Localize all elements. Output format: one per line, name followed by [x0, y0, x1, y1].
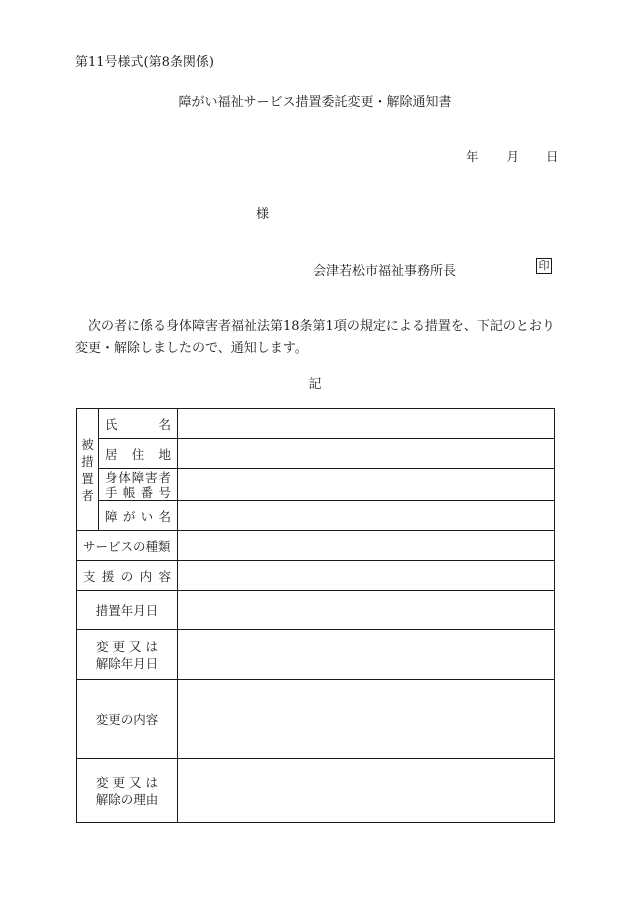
- table-row: [77, 759, 555, 823]
- label-name: 氏 名: [99, 409, 178, 439]
- value-handbook-number[interactable]: [178, 469, 555, 501]
- date-month-label: 月: [506, 149, 520, 164]
- table-row: [77, 501, 555, 531]
- table-row: [77, 561, 555, 591]
- label-disability: 障 が い 名: [99, 501, 178, 531]
- date-year-label: 年: [466, 149, 479, 164]
- date-line: [466, 147, 559, 165]
- table-row: [77, 469, 555, 501]
- value-change-content[interactable]: [178, 680, 555, 759]
- label-service-type: サービスの種類: [77, 531, 178, 561]
- label-measure-date: 措置年月日: [77, 591, 178, 630]
- addressee-suffix: 様: [256, 207, 270, 222]
- ki-label: 記: [308, 377, 322, 392]
- date-day-label: 日: [546, 149, 559, 164]
- label-change-content: 変更の内容: [77, 680, 178, 759]
- table-row: [77, 591, 555, 630]
- table-row: [77, 439, 555, 469]
- value-service-type[interactable]: [178, 531, 555, 561]
- label-address: 居 住 地: [99, 439, 178, 469]
- document-title: 障がい福祉サービス措置委託変更・解除通知書: [178, 95, 452, 110]
- table-row: [77, 409, 555, 439]
- sender-name: 会津若松市福祉事務所長: [313, 264, 457, 279]
- value-support-content[interactable]: [178, 561, 555, 591]
- form-number: 第11号様式(第8条関係): [75, 55, 214, 70]
- table-row: [77, 630, 555, 680]
- seal-mark: 印: [536, 258, 552, 274]
- value-change-date[interactable]: [178, 630, 555, 680]
- label-handbook-number: 身 体 障 害 者 手 帳 番 号: [99, 469, 178, 501]
- label-reason: 変 更 又 は 解除の理由: [77, 759, 178, 823]
- body-text: 次の者に係る身体障害者福祉法第18条第1項の規定による措置を、下記のとおり変更・解除しましたので、通知します。: [75, 319, 555, 356]
- value-address[interactable]: [178, 439, 555, 469]
- group-label-subject: 被 措 置 者: [77, 409, 99, 531]
- form-table: [76, 408, 555, 823]
- value-disability[interactable]: [178, 501, 555, 531]
- value-reason[interactable]: [178, 759, 555, 823]
- label-support-content: 支 援 の 内 容: [77, 561, 178, 591]
- table-row: [77, 680, 555, 759]
- value-measure-date[interactable]: [178, 591, 555, 630]
- table-row: [77, 531, 555, 561]
- label-change-date: 変 更 又 は 解除年月日: [77, 630, 178, 680]
- value-name[interactable]: [178, 409, 555, 439]
